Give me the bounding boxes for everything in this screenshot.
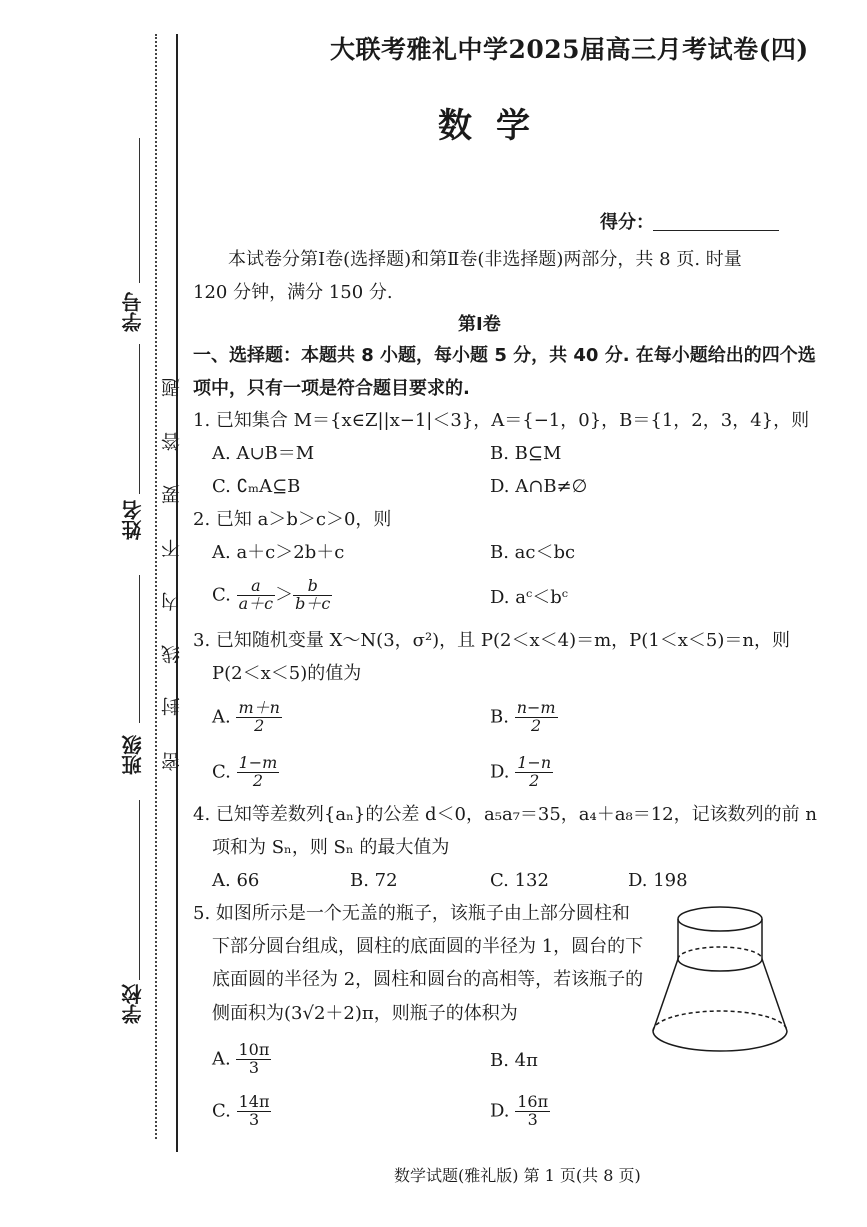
- q2-option-d[interactable]: D. aᶜ＜bᶜ: [490, 587, 568, 608]
- school-label: 学校: [121, 984, 145, 1024]
- q1-option-d[interactable]: D. A∩B≠∅: [490, 476, 588, 497]
- score-label: 得分：: [600, 212, 654, 233]
- seal-char: 要: [161, 485, 183, 504]
- seal-char: 密: [161, 752, 183, 771]
- q4-stem-line-2: 项和为 Sₙ，则 Sₙ 的最大值为: [212, 837, 450, 858]
- seal-char: 内: [161, 592, 183, 611]
- name-blank: [139, 344, 140, 494]
- q1-option-a[interactable]: A. A∪B＝M: [212, 443, 315, 464]
- intro-line-1: 本试卷分第Ⅰ卷(选择题)和第Ⅱ卷(非选择题)两部分，共 8 页. 时量: [228, 249, 742, 270]
- part-1-title: 第Ⅰ卷: [458, 314, 501, 335]
- fraction: $\frac{m+n}{2}$: [238, 698, 280, 735]
- seal-char: 题: [161, 378, 183, 397]
- class-blank: [139, 575, 140, 723]
- fraction: $\frac{1-n}{2}$: [517, 753, 552, 790]
- frustum-left-edge: [653, 959, 678, 1031]
- q5-stem-line-3: 底面圆的半径为 2，圆柱和圆台的高相等，若该瓶子的: [212, 969, 644, 990]
- q4-option-c[interactable]: C. 132: [490, 870, 549, 891]
- fraction: $\frac{n-m}{2}$: [516, 698, 556, 735]
- q5-stem-line-1: 5. 如图所示是一个无盖的瓶子，该瓶子由上部分圆柱和: [193, 903, 630, 924]
- seal-char: 答: [161, 432, 183, 451]
- q2-stem: 2. 已知 a＞b＞c＞0，则: [193, 509, 392, 530]
- q1-option-c[interactable]: C. ∁ₘA⊆B: [212, 476, 301, 497]
- bottle-figure: [650, 903, 790, 1055]
- q2-option-a[interactable]: A. a＋c＞2b＋c: [212, 542, 345, 563]
- q3-stem-line-2: P(2＜x＜5)的值为: [212, 663, 362, 684]
- intro-line-2: 120 分钟，满分 150 分.: [193, 282, 393, 303]
- frustum-right-edge: [762, 959, 787, 1031]
- q4-stem-line-1: 4. 已知等差数列{aₙ}的公差 d＜0，a₅a₇＝35，a₄＋a₈＝12，记该数列的前 n: [193, 804, 817, 825]
- section-1-heading-line-1: 一、选择题：本题共 8 小题，每小题 5 分，共 40 分. 在每小题给出的四个选: [193, 345, 816, 366]
- fraction: $\frac{16\pi}{3}$: [517, 1092, 549, 1129]
- q4-option-d[interactable]: D. 198: [628, 870, 688, 891]
- dotted-cut-line: [155, 34, 157, 1139]
- student-id-label: 学号: [121, 292, 145, 332]
- fraction: $\frac{b}{b+c}$: [295, 576, 331, 613]
- q2-option-b[interactable]: B. ac＜bc: [490, 542, 576, 563]
- section-1-heading-line-2: 项中，只有一项是符合题目要求的.: [193, 378, 470, 399]
- fraction: $\frac{10\pi}{3}$: [238, 1040, 270, 1077]
- q5-option-a[interactable]: A. $\frac{10\pi}{3}$: [212, 1040, 270, 1077]
- score-blank[interactable]: [653, 230, 779, 231]
- fraction: $\frac{a}{a+c}$: [238, 576, 274, 613]
- q1-stem: 1. 已知集合 M＝{x∈Z||x−1|＜3}，A＝{−1，0}，B＝{1，2，3，4}，则: [193, 410, 810, 431]
- class-label: 班级: [121, 735, 145, 775]
- q5-stem-line-2: 下部分圆台组成，圆柱的底面圆的半径为 1，圆台的下: [212, 936, 644, 957]
- joint-back-arc: [678, 947, 762, 959]
- q3-option-c[interactable]: C. $\frac{1-m}{2}$: [212, 753, 278, 790]
- q3-option-b[interactable]: B. $\frac{n-m}{2}$: [490, 698, 556, 735]
- q4-option-a[interactable]: A. 66: [212, 870, 260, 891]
- name-label: 姓名: [121, 500, 145, 540]
- q5-stem-line-4: 侧面积为(3√2＋2)π，则瓶子的体积为: [212, 1003, 518, 1024]
- seal-char: 封: [161, 697, 183, 716]
- fraction: $\frac{1-m}{2}$: [238, 753, 278, 790]
- joint-front-arc: [678, 959, 762, 971]
- page-footer: 数学试题(雅礼版) 第 1 页(共 8 页): [394, 1166, 641, 1185]
- q5-option-c[interactable]: C. $\frac{14\pi}{3}$: [212, 1092, 270, 1129]
- q3-option-a[interactable]: A. $\frac{m+n}{2}$: [212, 698, 280, 735]
- q3-option-d[interactable]: D. $\frac{1-n}{2}$: [490, 753, 552, 790]
- subject-title: 数学: [438, 106, 554, 146]
- cylinder-top-rim: [678, 907, 762, 931]
- q1-option-b[interactable]: B. B⊆M: [490, 443, 562, 464]
- q3-stem-line-1: 3. 已知随机变量 X～N(3，σ²)，且 P(2＜x＜4)＝m，P(1＜x＜5)＝n，则: [193, 630, 790, 651]
- school-blank: [139, 800, 140, 980]
- fraction: $\frac{14\pi}{3}$: [238, 1092, 270, 1129]
- q4-option-b[interactable]: B. 72: [350, 870, 398, 891]
- exam-title: 大联考雅礼中学2025届高三月考试卷(四): [330, 35, 809, 64]
- bottom-back-arc: [653, 1011, 787, 1031]
- q5-option-b[interactable]: B. 4π: [490, 1050, 538, 1071]
- bottom-front-arc: [653, 1031, 787, 1051]
- q5-option-d[interactable]: D. $\frac{16\pi}{3}$: [490, 1092, 549, 1129]
- seal-char: 线: [161, 645, 183, 664]
- q2-option-c[interactable]: C. $\frac{a}{a+c}$ ＞ $\frac{b}{b+c}$: [212, 576, 331, 613]
- seal-char: 不: [161, 539, 183, 558]
- student-id-blank: [139, 138, 140, 283]
